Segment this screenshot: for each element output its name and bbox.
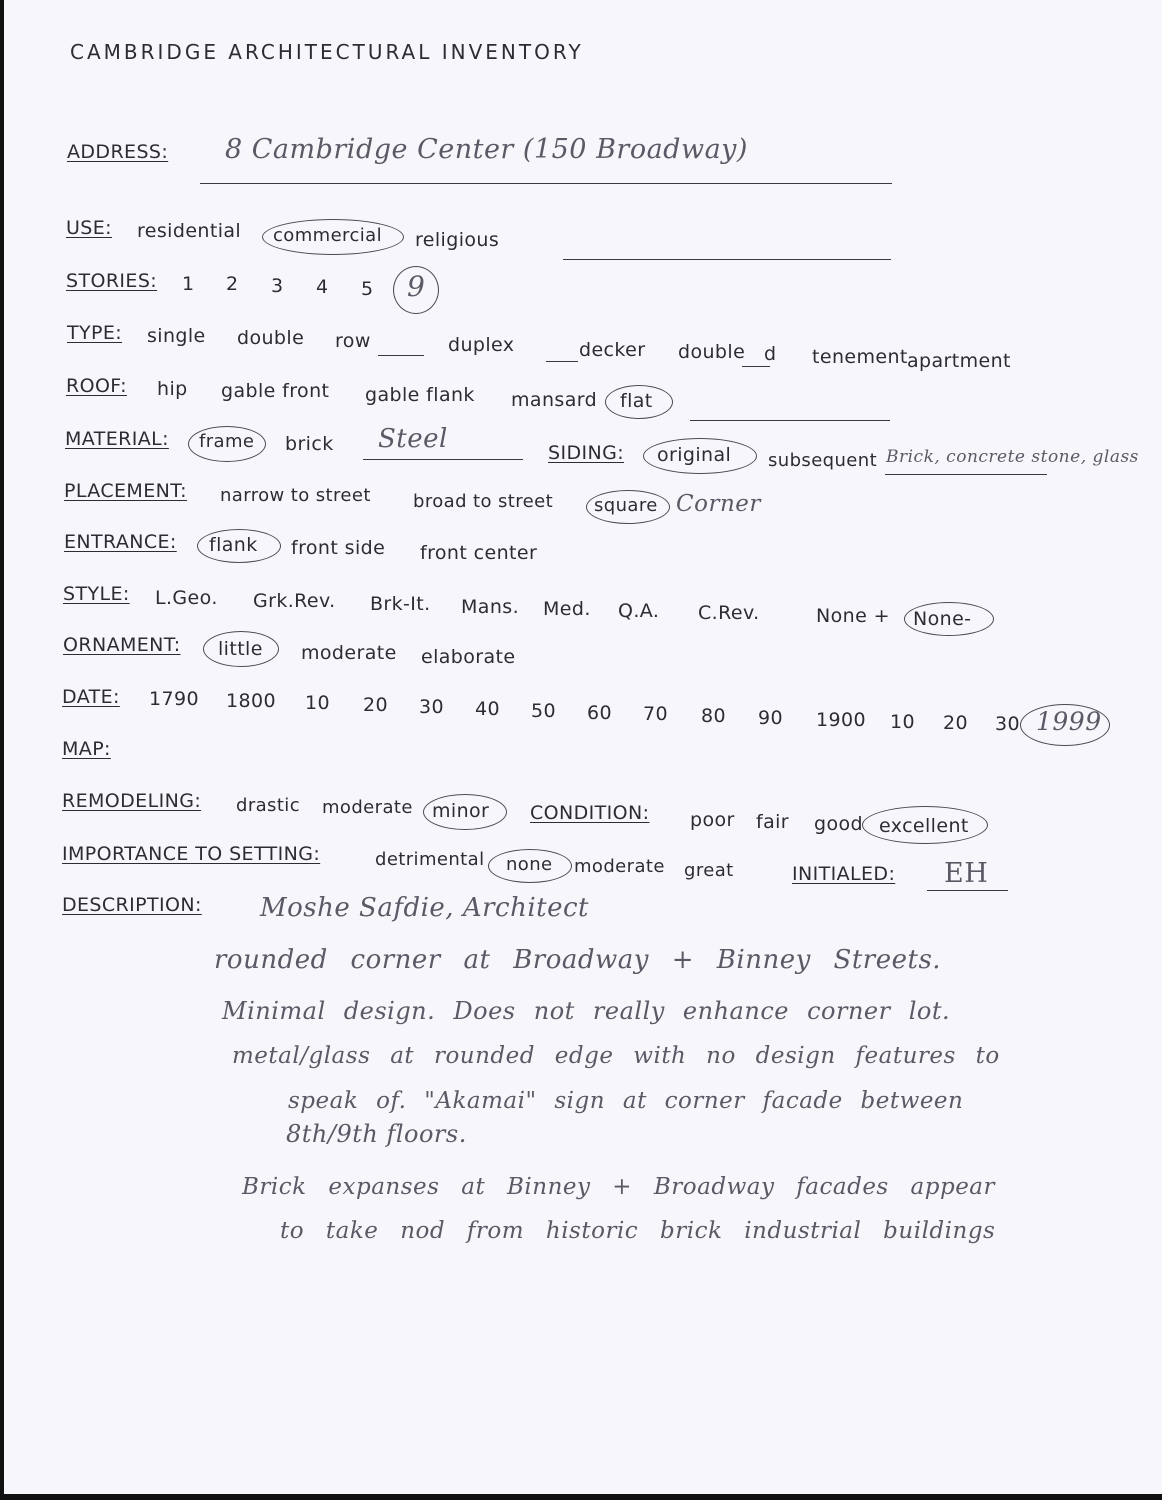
description-line: speak of. "Akamai" sign at corner facade between	[288, 1088, 964, 1114]
date-option-60: 60	[587, 702, 612, 724]
remodeling-option-drastic: drastic	[236, 795, 300, 816]
roof-option-gable-flank: gable flank	[365, 384, 475, 406]
roof-option-mansard: mansard	[511, 389, 598, 411]
use-option-commercial: commercial	[273, 225, 382, 246]
date-written: 1999	[1036, 707, 1102, 736]
initialed-label: INITIALED:	[792, 863, 896, 885]
date-option-1790: 1790	[149, 688, 199, 710]
style-option-brkit: Brk-It.	[370, 593, 431, 615]
date-option-10: 10	[305, 692, 330, 714]
material-option-frame: frame	[199, 431, 255, 452]
roof-option-flat: flat	[620, 390, 653, 412]
roof-option-hip: hip	[157, 378, 188, 400]
date-option-90: 90	[758, 707, 783, 729]
siding-written: Brick, concrete stone, glass	[886, 447, 1139, 467]
use-option-residential: residential	[137, 220, 242, 242]
style-option-lgeo: L.Geo.	[155, 587, 218, 609]
siding-label: SIDING:	[548, 442, 625, 464]
date-option-30: 30	[419, 696, 444, 718]
roof-label: ROOF:	[66, 375, 127, 397]
type-label: TYPE:	[67, 322, 123, 344]
placement-label: PLACEMENT:	[64, 480, 187, 502]
date-option-70: 70	[643, 703, 668, 725]
entrance-option-front-center: front center	[420, 542, 538, 564]
description-line: Moshe Safdie, Architect	[260, 893, 589, 923]
stories-option-1: 1	[182, 273, 195, 295]
description-line: Minimal design. Does not really enhance corner lot.	[222, 997, 951, 1025]
remodeling-option-moderate: moderate	[322, 797, 413, 818]
material-line	[363, 459, 523, 460]
style-option-mans: Mans.	[461, 596, 520, 618]
material-label: MATERIAL:	[65, 428, 169, 450]
date-option-1900: 1900	[816, 709, 866, 731]
description-line: rounded corner at Broadway + Binney Streets.	[214, 945, 942, 975]
date-option-40: 40	[475, 698, 500, 720]
style-option-med: Med.	[543, 598, 591, 620]
type-option-d: d	[764, 343, 777, 365]
siding-option-original: original	[657, 444, 732, 466]
initialed-line	[927, 890, 1008, 891]
placement-option-square: square	[594, 495, 658, 516]
use-label: USE:	[66, 217, 112, 239]
ornament-label: ORNAMENT:	[63, 634, 181, 656]
importance-option-detrimental: detrimental	[375, 849, 485, 870]
type-option-double: double	[237, 327, 305, 349]
address-label: ADDRESS:	[67, 141, 169, 163]
date-option-20: 20	[363, 694, 388, 716]
type-option-single: single	[147, 325, 206, 347]
description-line: Brick expanses at Binney + Broadway facades appear	[242, 1174, 996, 1200]
roof-option-gable-front: gable front	[221, 380, 330, 402]
date-option-1930: 30	[995, 713, 1020, 735]
stories-option-3: 3	[271, 275, 284, 297]
condition-option-good: good	[814, 813, 863, 835]
material-option-brick: brick	[285, 433, 334, 455]
material-written: Steel	[378, 424, 448, 454]
entrance-label: ENTRANCE:	[64, 531, 177, 553]
stories-option-2: 2	[226, 273, 239, 295]
type-option-row: row	[335, 330, 371, 352]
description-line: 8th/9th floors.	[286, 1120, 467, 1148]
entrance-option-front-side: front side	[291, 537, 386, 559]
address-line	[200, 183, 892, 184]
use-option-religious: religious	[415, 229, 500, 251]
entrance-option-flank: flank	[209, 534, 258, 556]
stories-written: 9	[407, 270, 426, 303]
style-option-grkrev: Grk.Rev.	[253, 590, 336, 612]
date-option-1920: 20	[943, 712, 968, 734]
condition-label: CONDITION:	[530, 802, 650, 824]
description-line: to take nod from historic brick industrial buildings	[280, 1218, 996, 1244]
condition-option-poor: poor	[690, 809, 735, 831]
type-option-apartment: apartment	[907, 350, 1011, 372]
ornament-option-little: little	[218, 638, 263, 660]
ornament-option-elaborate: elaborate	[421, 646, 516, 668]
date-option-1800: 1800	[226, 690, 276, 712]
style-option-crev: C.Rev.	[698, 602, 760, 624]
scan-left-edge	[0, 0, 4, 1500]
remodeling-label: REMODELING:	[62, 790, 202, 812]
date-option-50: 50	[531, 700, 556, 722]
ornament-option-moderate: moderate	[301, 642, 397, 664]
type-option-tenement: tenement	[812, 346, 908, 368]
placement-option-narrow: narrow to street	[220, 485, 371, 506]
roof-other-line	[690, 420, 890, 421]
address-value: 8 Cambridge Center (150 Broadway)	[225, 134, 748, 165]
initialed-value: EH	[944, 858, 989, 889]
placement-option-broad: broad to street	[413, 491, 554, 512]
date-option-80: 80	[701, 705, 726, 727]
importance-option-great: great	[684, 860, 734, 881]
siding-option-subsequent: subsequent	[768, 450, 878, 471]
style-option-none-minus: None-	[913, 608, 972, 630]
remodeling-option-minor: minor	[432, 800, 490, 822]
style-option-qa: Q.A.	[618, 600, 660, 622]
description-line: metal/glass at rounded edge with no design features to	[232, 1043, 1000, 1069]
style-label: STYLE:	[63, 583, 130, 605]
map-label: MAP:	[62, 738, 111, 760]
form-title: CAMBRIDGE ARCHITECTURAL INVENTORY	[70, 40, 584, 64]
placement-written: Corner	[676, 491, 761, 517]
use-other-line	[563, 259, 891, 260]
importance-option-moderate: moderate	[574, 856, 665, 877]
importance-label: IMPORTANCE TO SETTING:	[62, 843, 321, 865]
type-option-decker: decker	[579, 339, 646, 361]
type-option-double-decker: double	[678, 341, 746, 363]
siding-line	[885, 474, 1047, 475]
importance-option-none: none	[506, 854, 553, 875]
stories-option-4: 4	[316, 276, 329, 298]
condition-option-excellent: excellent	[879, 815, 969, 837]
stories-label: STORIES:	[66, 270, 158, 292]
condition-option-fair: fair	[756, 811, 790, 833]
stories-option-5: 5	[361, 278, 374, 300]
type-option-duplex: duplex	[448, 334, 515, 356]
type-row-line	[378, 355, 424, 356]
style-option-none-plus: None +	[816, 605, 890, 627]
scan-bottom-edge	[0, 1494, 1162, 1500]
type-double-decker-line	[742, 366, 770, 367]
date-label: DATE:	[62, 686, 120, 708]
type-decker-line	[546, 361, 578, 362]
date-option-1910: 10	[890, 711, 915, 733]
description-label: DESCRIPTION:	[62, 894, 202, 916]
